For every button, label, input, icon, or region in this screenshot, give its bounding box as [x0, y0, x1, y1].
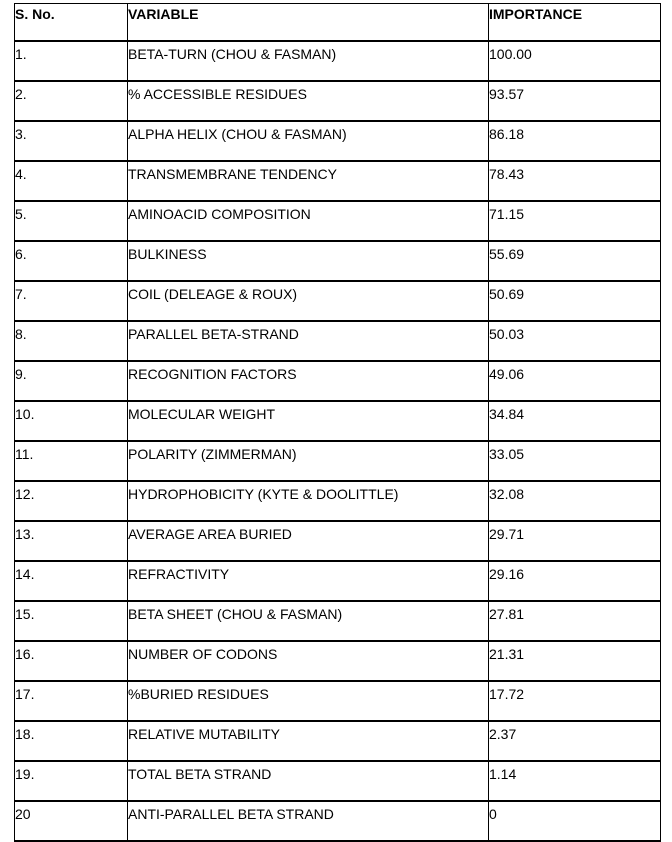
cell-variable: BETA SHEET (CHOU & FASMAN)	[128, 601, 489, 641]
cell-serial-number: 8.	[15, 321, 128, 361]
variable-importance-table	[14, 3, 661, 842]
cell-importance: 29.16	[489, 561, 661, 601]
cell-variable: MOLECULAR WEIGHT	[128, 401, 489, 441]
table-row	[15, 281, 661, 321]
cell-importance: 50.69	[489, 281, 661, 321]
cell-serial-number: 1.	[15, 41, 128, 81]
cell-variable: POLARITY (ZIMMERMAN)	[128, 441, 489, 481]
table-row	[15, 521, 661, 561]
table-row	[15, 681, 661, 721]
cell-importance: 33.05	[489, 441, 661, 481]
cell-variable: TOTAL BETA STRAND	[128, 761, 489, 801]
cell-variable: COIL (DELEAGE & ROUX)	[128, 281, 489, 321]
cell-serial-number: 2.	[15, 81, 128, 121]
cell-serial-number: 7.	[15, 281, 128, 321]
cell-serial-number: 18.	[15, 721, 128, 761]
table-row	[15, 121, 661, 161]
cell-importance: 17.72	[489, 681, 661, 721]
cell-serial-number: 10.	[15, 401, 128, 441]
cell-serial-number: 5.	[15, 201, 128, 241]
cell-variable: HYDROPHOBICITY (KYTE & DOOLITTLE)	[128, 481, 489, 521]
cell-serial-number: 17.	[15, 681, 128, 721]
cell-importance: 27.81	[489, 601, 661, 641]
cell-serial-number: 11.	[15, 441, 128, 481]
table-header-row	[15, 4, 661, 42]
cell-importance: 32.08	[489, 481, 661, 521]
cell-importance: 1.14	[489, 761, 661, 801]
cell-variable: PARALLEL BETA-STRAND	[128, 321, 489, 361]
table-row	[15, 161, 661, 201]
cell-variable: NUMBER OF CODONS	[128, 641, 489, 681]
cell-serial-number: 20	[15, 801, 128, 841]
table-row	[15, 761, 661, 801]
header-serial-number: S. No.	[15, 4, 128, 42]
table-row	[15, 441, 661, 481]
cell-importance: 21.31	[489, 641, 661, 681]
table-row	[15, 401, 661, 441]
cell-variable: REFRACTIVITY	[128, 561, 489, 601]
cell-importance: 93.57	[489, 81, 661, 121]
table-row	[15, 201, 661, 241]
cell-variable: ALPHA HELIX (CHOU & FASMAN)	[128, 121, 489, 161]
cell-serial-number: 12.	[15, 481, 128, 521]
cell-importance: 71.15	[489, 201, 661, 241]
table-row	[15, 41, 661, 81]
cell-serial-number: 13.	[15, 521, 128, 561]
cell-variable: ANTI-PARALLEL BETA STRAND	[128, 801, 489, 841]
cell-variable: TRANSMEMBRANE TENDENCY	[128, 161, 489, 201]
cell-serial-number: 14.	[15, 561, 128, 601]
cell-importance: 0	[489, 801, 661, 841]
cell-serial-number: 4.	[15, 161, 128, 201]
cell-variable: RECOGNITION FACTORS	[128, 361, 489, 401]
cell-variable: BULKINESS	[128, 241, 489, 281]
cell-variable: RELATIVE MUTABILITY	[128, 721, 489, 761]
header-importance: IMPORTANCE	[489, 4, 661, 42]
cell-variable: % ACCESSIBLE RESIDUES	[128, 81, 489, 121]
table-row	[15, 601, 661, 641]
cell-serial-number: 19.	[15, 761, 128, 801]
header-variable: VARIABLE	[128, 4, 489, 42]
cell-importance: 78.43	[489, 161, 661, 201]
cell-serial-number: 15.	[15, 601, 128, 641]
table-row	[15, 801, 661, 841]
cell-importance: 50.03	[489, 321, 661, 361]
cell-importance: 2.37	[489, 721, 661, 761]
table-row	[15, 241, 661, 281]
cell-importance: 100.00	[489, 41, 661, 81]
cell-variable: AVERAGE AREA BURIED	[128, 521, 489, 561]
cell-importance: 86.18	[489, 121, 661, 161]
cell-serial-number: 16.	[15, 641, 128, 681]
cell-importance: 34.84	[489, 401, 661, 441]
cell-serial-number: 9.	[15, 361, 128, 401]
cell-importance: 55.69	[489, 241, 661, 281]
table-row	[15, 321, 661, 361]
table-row	[15, 641, 661, 681]
table-row	[15, 561, 661, 601]
cell-variable: %BURIED RESIDUES	[128, 681, 489, 721]
cell-importance: 49.06	[489, 361, 661, 401]
cell-variable: BETA-TURN (CHOU & FASMAN)	[128, 41, 489, 81]
table-row	[15, 361, 661, 401]
cell-serial-number: 3.	[15, 121, 128, 161]
cell-importance: 29.71	[489, 521, 661, 561]
table-body	[15, 41, 661, 841]
cell-variable: AMINOACID COMPOSITION	[128, 201, 489, 241]
table-row	[15, 721, 661, 761]
table-row	[15, 81, 661, 121]
table-row	[15, 481, 661, 521]
cell-serial-number: 6.	[15, 241, 128, 281]
